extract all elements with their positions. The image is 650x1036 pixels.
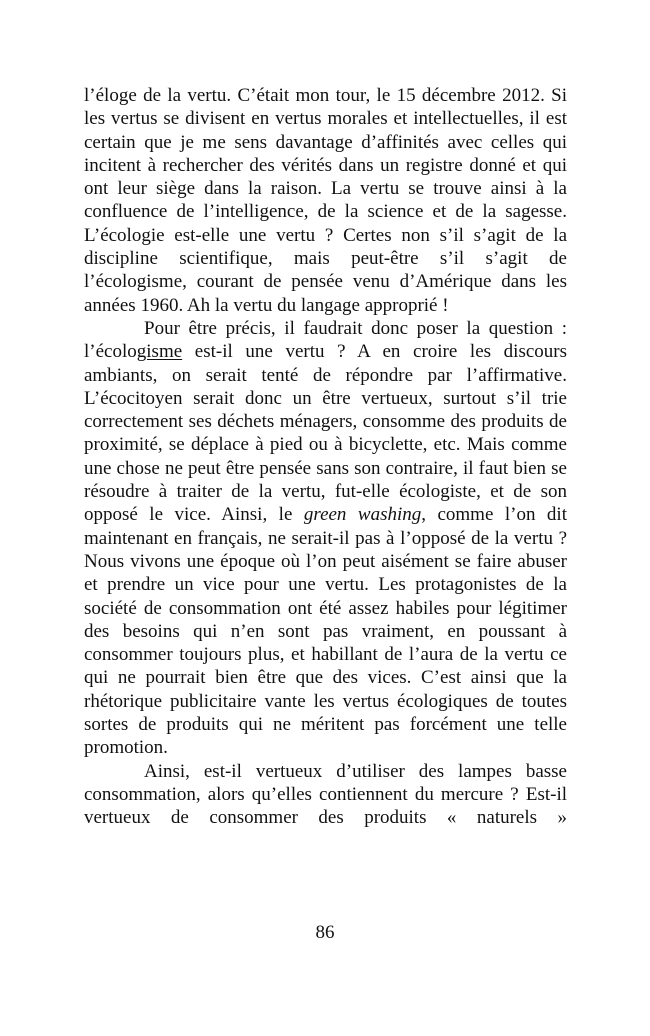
paragraph-3: Ainsi, est-il vertueux d’utiliser des lampes basse consommation, alors qu’elles contiennent du mercure ? Est-il vertueux de consommer des produits « naturels »	[84, 760, 567, 829]
paragraph-2	[84, 317, 567, 760]
page-body	[84, 84, 567, 830]
underlined-suffix: gisme	[136, 341, 183, 363]
page-number: 86	[315, 922, 335, 943]
paragraph-2-part-b: est-il une vertu ? A en croire les discours ambiants, on serait tenté de répondre par l’affirmative. L’écocitoyen serait donc un être vertueux, surtout s’il trie correctement ses déchets ménagers, consomme des produits de proximité, se déplace à pied ou à bicyclette, etc. Mais comme une chose ne peut être pensée sans son contraire, il faut bien se résoudre à traiter de la vertu, fut-elle écologiste, et de son opposé le vice. Ainsi, le	[84, 341, 567, 526]
paragraph-2-part-a: Pour être précis, il faudrait donc poser la question : l’écolo	[84, 317, 567, 363]
paragraph-2-part-c: , comme l’on dit maintenant en français, ne serait-il pas à l’opposé de la vertu ? Nous vivons une époque où l’on peut aisément se faire abuser et prendre un vice pour une vertu. Les protagonistes de la société de consommation ont été assez habiles pour légitimer des besoins qui n’en sont pas vraiment, en poussant à consommer toujours plus, et habillant de l’aura de la vertu ce qui ne pourrait bien être que des vices. C’est ainsi que la rhétorique publicitaire vante les vertus écologiques de toutes sortes de produits qui ne méritent pas forcément une telle promotion.	[84, 504, 567, 759]
italic-term: green washing	[303, 504, 422, 526]
paragraph-1: l’éloge de la vertu. C’était mon tour, le 15 décembre 2012. Si les vertus se divisent en vertus morales et intellectuelles, il est certain que je me sens davantage d’affinités avec celles qui incitent à rechercher des vérités dans un registre donné et qui ont leur siège dans la raison. La vertu se trouve ainsi à la confluence de l’intelligence, de la science et de la sagesse. L’écologie est-elle une vertu ? Certes non s’il s’agit de la discipline scientifique, mais peut-être s’il s’agit de l’écologisme, courant de pensée venu d’Amérique dans les années 1960. Ah la vertu du langage approprié !	[84, 85, 567, 316]
